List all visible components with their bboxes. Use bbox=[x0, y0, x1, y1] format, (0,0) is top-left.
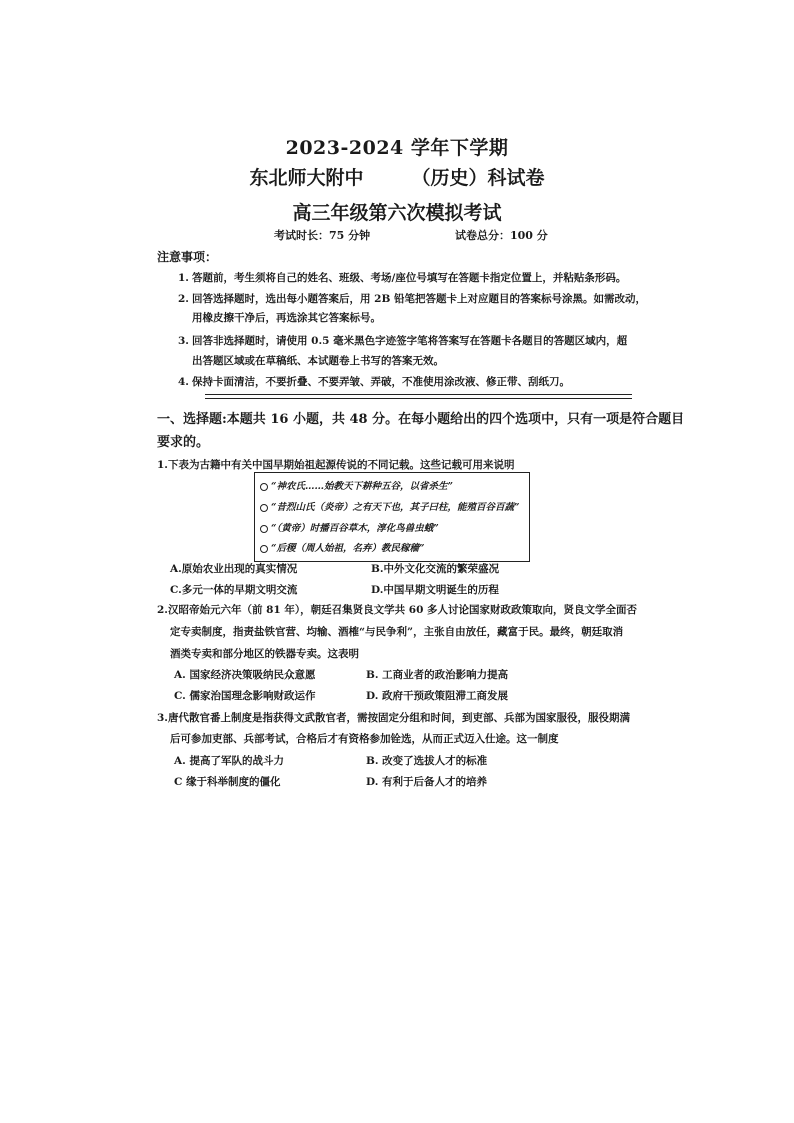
notice-item-3-cont: 出答题区域或在草稿纸、本试题卷上书写的答案无效。 bbox=[192, 355, 444, 367]
question-2-stem-cont-2: 酒类专卖和部分地区的铁器专卖。这表明 bbox=[170, 648, 359, 660]
semester-title: 2023-2024 学年下学期 bbox=[285, 137, 509, 159]
question-2-option-c: C. 儒家治国理念影响财政运作 bbox=[174, 690, 316, 702]
question-1-stem: 1.下表为古籍中有关中国早期始祖起源传说的不同记载。这些记载可用来说明 bbox=[157, 459, 515, 471]
question-3-option-c: C 缘于科举制度的僵化 bbox=[174, 776, 281, 788]
table-row: “（黄帝）时播百谷草木，淳化鸟兽虫蛾” bbox=[260, 520, 439, 534]
table-row: “神农氏……始教天下耕种五谷，以省杀生” bbox=[260, 478, 453, 492]
exam-duration: 考试时长：75 分钟 bbox=[274, 229, 371, 242]
question-1-option-a: A.原始农业出现的真实情况 bbox=[170, 563, 298, 575]
table-row: “昔烈山氏（炎帝）之有天下也，其子曰柱，能殖百谷百蔬” bbox=[260, 499, 519, 513]
table-row: “后稷（周人始祖，名弃）教民稼穑” bbox=[260, 540, 424, 554]
question-2-option-b: B. 工商业者的政治影响力提高 bbox=[366, 669, 509, 681]
school-subject-title bbox=[0, 163, 794, 190]
notice-item-2-cont: 用橡皮擦干净后，再选涂其它答案标号。 bbox=[192, 312, 381, 324]
question-2-stem: 2.汉昭帝始元六年（前 81 年），朝廷召集贤良文学共 60 多人讨论国家财政政策取向，贤良文学全面否 bbox=[157, 604, 638, 616]
question-2-stem-cont-1: 定专卖制度，指责盐铁官营、均输、酒榷“与民争利”，主张自由放任，藏富于民。最终，朝廷取消 bbox=[170, 626, 624, 638]
exam-total-score: 试卷总分：100 分 bbox=[455, 229, 548, 242]
question-3-option-a: A. 提高了军队的战斗力 bbox=[174, 755, 284, 767]
notice-item-2: 2. 回答选择题时，选出每小题答案后，用 2B 铅笔把答题卡上对应题目的答案标号涂黑。如需改动， bbox=[178, 293, 646, 305]
question-1-option-b: B.中外文化交流的繁荣盛况 bbox=[371, 563, 500, 575]
question-3-option-d: D. 有利于后备人才的培养 bbox=[366, 776, 488, 788]
question-2-option-d: D. 政府干预政策阻滞工商发展 bbox=[366, 690, 509, 702]
school-name: 东北师大附中 bbox=[249, 167, 364, 189]
notice-item-1: 1. 答题前，考生须将自己的姓名、班级、考场/座位号填写在答题卡指定位置上，并粘贴条形码。 bbox=[178, 272, 627, 284]
divider-line-top bbox=[205, 394, 632, 395]
question-3-stem: 3.唐代散官番上制度是指获得文武散官者，需按固定分组和时间，到吏部、兵部为国家服役，服役期满 bbox=[157, 712, 630, 724]
notice-heading: 注意事项： bbox=[157, 250, 218, 264]
section-heading: 一、选择题:本题共 16 小题，共 48 分。在每小题给出的四个选项中，只有一项是符合题目 bbox=[157, 412, 685, 427]
notice-item-3: 3. 回答非选择题时，请使用 0.5 毫米黑色字迹签字笔将答案写在答题卡各题目的答题区域内，超 bbox=[178, 335, 628, 347]
divider-line-bottom bbox=[205, 398, 632, 399]
question-3-option-b: B. 改变了选拔人才的标准 bbox=[366, 755, 488, 767]
exam-title: 高三年级第六次模拟考试 bbox=[292, 202, 502, 224]
question-1-table bbox=[254, 472, 530, 562]
question-2-option-a: A. 国家经济决策吸纳民众意愿 bbox=[174, 669, 316, 681]
notice-item-4: 4. 保持卡面清洁，不要折叠、不要弄皱、弄破，不准使用涂改液、修正带、刮纸刀。 bbox=[178, 376, 570, 388]
question-3-stem-cont: 后可参加吏部、兵部考试，合格后才有资格参加铨选，从而正式迈入仕途。这一制度 bbox=[170, 733, 559, 745]
section-heading-cont: 要求的。 bbox=[157, 435, 210, 450]
subject-name: （历史）科试卷 bbox=[411, 167, 545, 189]
question-1-option-c: C.多元一体的早期文明交流 bbox=[170, 584, 298, 596]
question-1-option-d: D.中国早期文明诞生的历程 bbox=[371, 584, 499, 596]
